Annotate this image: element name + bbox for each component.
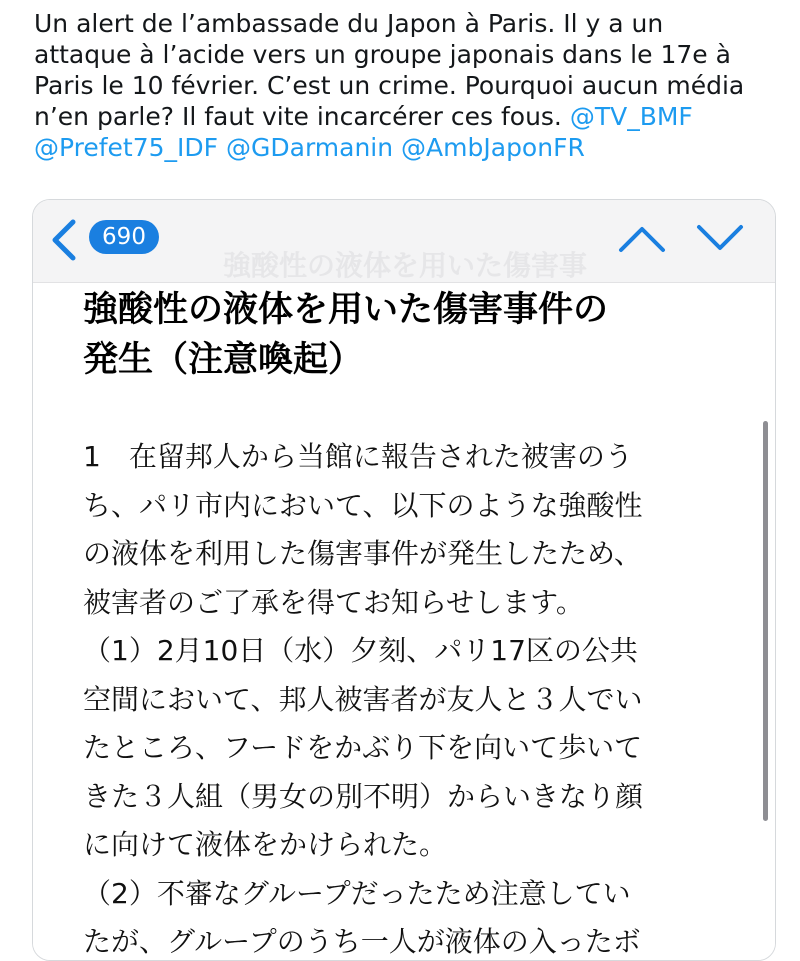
mention-link[interactable]: @Prefet75_IDF <box>34 133 219 162</box>
document-body-line: たが、グループのうち一人が液体の入ったボ <box>83 925 641 958</box>
document-body-line: （1）2月10日（水）夕刻、パリ17区の公共 <box>83 634 638 667</box>
tweet-text <box>34 8 774 163</box>
tweet-line <box>34 101 774 132</box>
chevron-left-icon <box>47 218 83 262</box>
vertical-scrollbar[interactable] <box>763 421 768 821</box>
next-button[interactable] <box>695 220 745 256</box>
document-body-line: 被害者のご了承を得てお知らせします。 <box>83 585 584 619</box>
tweet-line: Un alert de l’ambassade du Japon à Paris. Il y a un <box>34 9 664 38</box>
nav-ghost-title: 強酸性の液体を用いた傷害事 <box>223 249 588 282</box>
document-title-line: 発生（注意喚起） <box>83 340 364 380</box>
mention-link[interactable]: @GDarmanin <box>226 133 394 162</box>
tweet-line <box>34 132 774 163</box>
back-button[interactable] <box>47 218 83 262</box>
tweet-media-image[interactable] <box>32 199 776 961</box>
document-body-line: の液体を利用した傷害事件が発生したため、 <box>83 537 642 570</box>
mention-link[interactable]: @TV_BMF <box>569 102 693 131</box>
document-body-line: 1 在留邦人から当館に報告された被害のう <box>83 440 633 473</box>
tweet-line: Paris le 10 février. C’est un crime. Pourquoi aucun média <box>34 71 745 100</box>
document-body-line: きた３人組（男女の別不明）からいきなり顔 <box>83 779 644 813</box>
document-body-line: 空間において、邦人被害者が友人と３人でい <box>83 682 643 716</box>
document-body-line: ち、パリ市内において、以下のような強酸性 <box>83 488 643 522</box>
document-title-line: 強酸性の液体を用いた傷害事件の <box>83 290 609 330</box>
count-badge: 690 <box>89 220 159 254</box>
document-nav-bar <box>33 200 775 283</box>
document-content <box>33 283 775 960</box>
chevron-up-icon <box>617 220 667 256</box>
tweet-line: attaque à l’acide vers un groupe japonais dans le 17e à <box>34 40 731 69</box>
document-title <box>83 285 723 385</box>
tweet-line-text: n’en parle? Il faut vite incarcérer ces fous. <box>34 102 570 131</box>
document-body-line: たところ、フードをかぶり下を向いて歩いて <box>83 731 643 764</box>
mention-link[interactable]: @AmbJaponFR <box>401 133 585 162</box>
document-body-line: （2）不審なグループだったため注意してい <box>83 876 631 910</box>
document-body <box>83 433 743 961</box>
previous-button[interactable] <box>617 220 667 256</box>
document-body-line: に向けて液体をかけられた。 <box>83 828 448 861</box>
chevron-down-icon <box>695 220 745 256</box>
